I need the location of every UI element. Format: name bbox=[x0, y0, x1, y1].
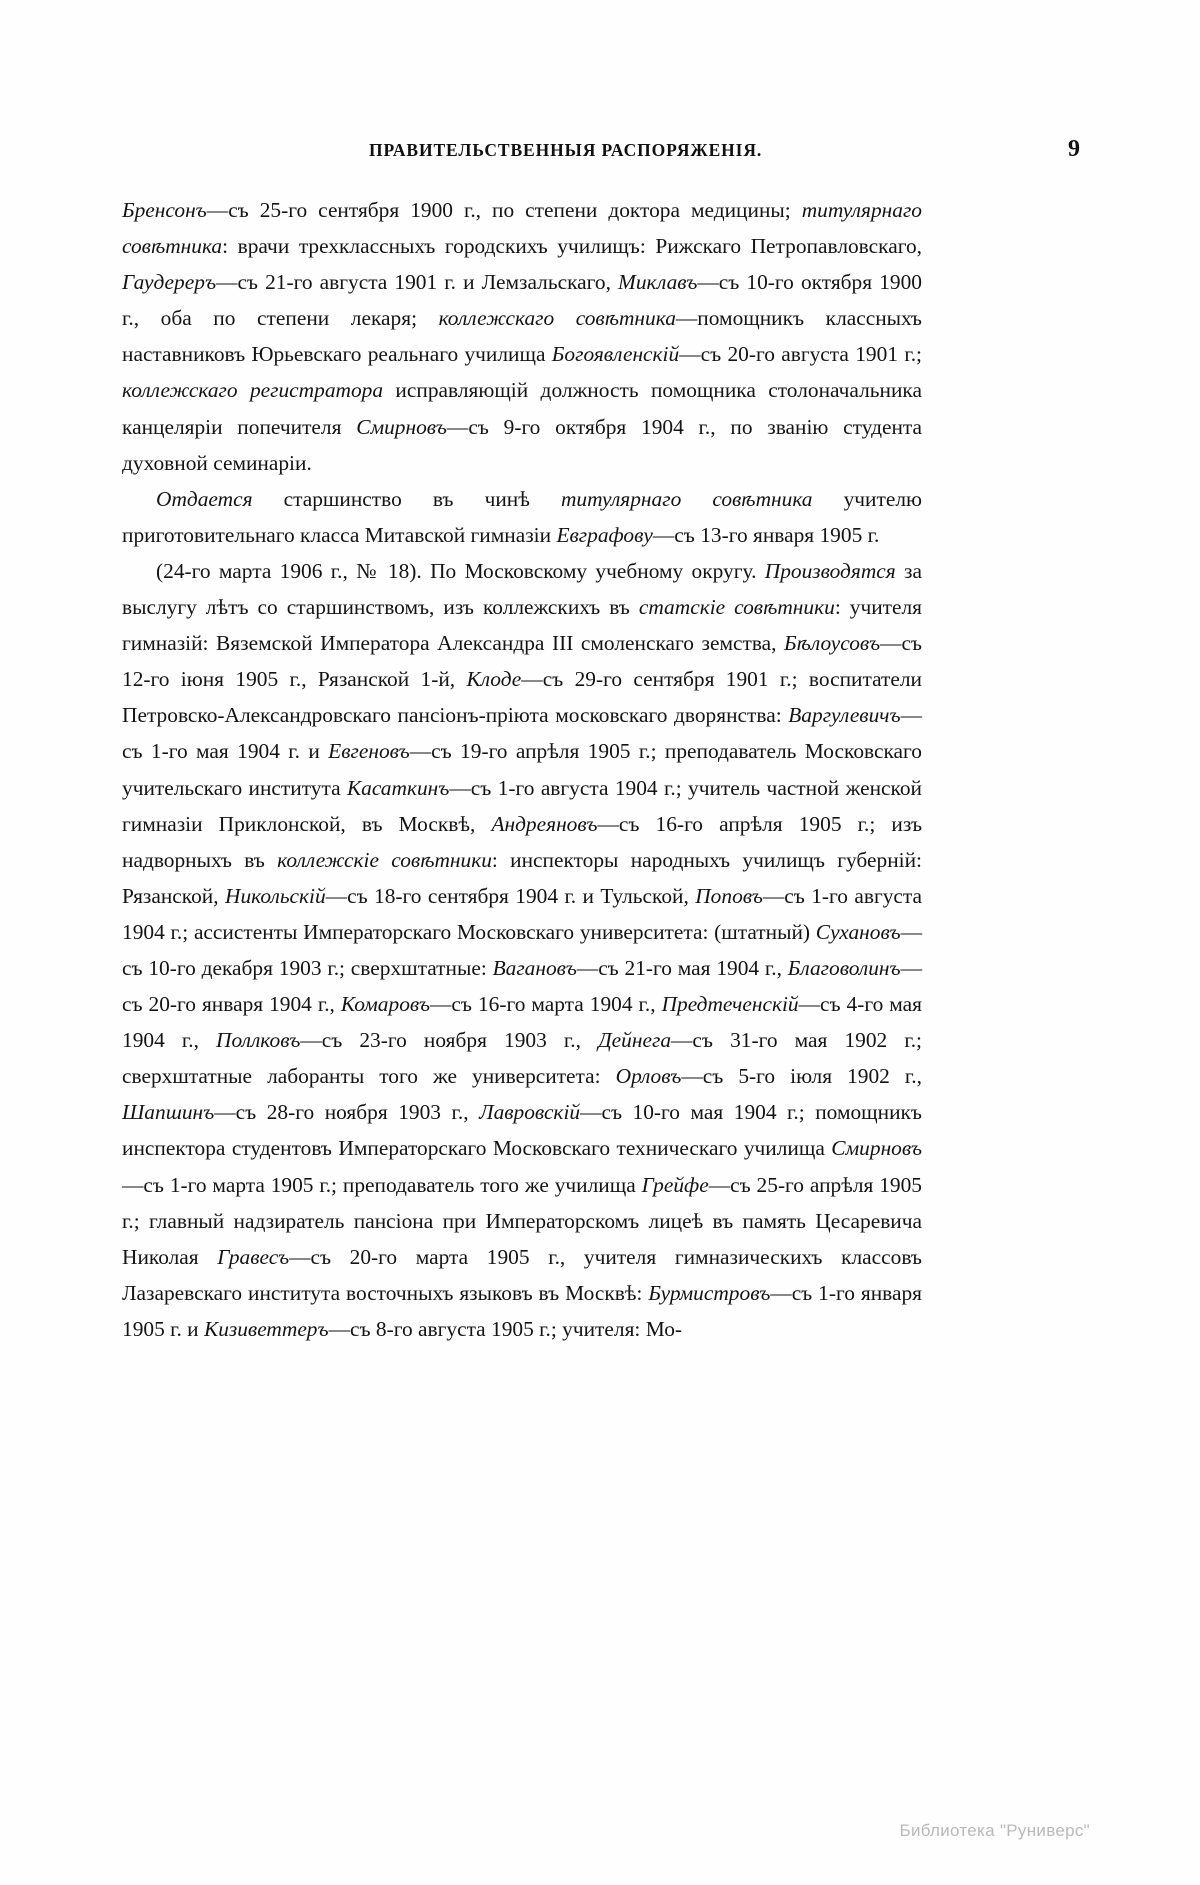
emphasis-name: Евграфову bbox=[556, 522, 653, 547]
emphasis-name: Смирновъ bbox=[831, 1136, 922, 1161]
emphasis-name: Поллковъ bbox=[216, 1028, 301, 1053]
text-run: учителю приготовительнаго класса Митавской гимназіи bbox=[122, 486, 922, 547]
text-run: старшинство въ чинѣ bbox=[252, 486, 561, 511]
page-body bbox=[122, 192, 922, 1347]
text-run: —съ 25-го сентября 1900 г., по степени доктора медицины; bbox=[206, 198, 802, 222]
text-run: —съ 4-го мая 1904 г., bbox=[122, 992, 922, 1053]
emphasis-name: Варгулевичъ bbox=[788, 703, 901, 728]
text-run: —помощникъ классныхъ наставниковъ Юрьевскаго реальнаго училища bbox=[122, 306, 922, 367]
emphasis-name: Касаткинъ bbox=[346, 775, 450, 800]
emphasis-name: Миклавъ bbox=[618, 270, 698, 295]
emphasis-name: Бурмистровъ bbox=[648, 1280, 771, 1305]
emphasis-name: Предтеченскій bbox=[661, 992, 799, 1017]
text-run: —съ 25-го апрѣля 1905 г.; главный надзиратель пансіона при Императорскомъ лицеѣ въ память Цесаревича Николая bbox=[122, 1172, 922, 1269]
text-run: —съ 1-го января 1905 г. и bbox=[122, 1280, 922, 1341]
text-run: —съ 20-го марта 1905 г., учителя гимназическихъ классовъ Лазаревскаго института восточныхъ языковъ въ Москвѣ: bbox=[122, 1244, 922, 1305]
text-run: —съ 18-го сентября 1904 г. и Тульской, bbox=[325, 883, 696, 908]
emphasis-name: Смирновъ bbox=[356, 414, 447, 439]
emphasis-name: Никольскій bbox=[225, 883, 326, 908]
emphasis-name: Шапшинъ bbox=[122, 1100, 215, 1125]
emphasis-name: титулярнаго совѣтника bbox=[122, 198, 922, 259]
emphasis-name: Евгеновъ bbox=[328, 739, 410, 764]
text-run: —съ 16-го апрѣля 1905 г.; изъ надворныхъ въ bbox=[122, 811, 923, 872]
text-run: : учителя гимназій: Вяземской Императора Александра III смоленскаго земства, bbox=[122, 595, 923, 656]
text-run: : инспекторы народныхъ училищъ губерній: Рязанской, bbox=[122, 847, 922, 908]
emphasis-name: Гаудереръ bbox=[122, 270, 217, 295]
text-run: —съ 1-го мая 1904 г. и bbox=[122, 703, 922, 764]
text-run: —съ 10-го октября 1900 г., оба по степени лекаря; bbox=[122, 270, 922, 331]
emphasis-name: Лавровскій bbox=[479, 1100, 581, 1125]
emphasis-name: Андреяновъ bbox=[491, 811, 598, 836]
emphasis-name: Клоде bbox=[466, 667, 522, 692]
page-header bbox=[120, 136, 1080, 170]
text-run: —съ 21-го мая 1904 г., bbox=[576, 955, 788, 980]
emphasis-name: Поповъ bbox=[695, 883, 763, 908]
paragraph-p3 bbox=[122, 553, 922, 1347]
emphasis-name: Гравесъ bbox=[217, 1244, 290, 1269]
text-run: —съ 28-го ноября 1903 г., bbox=[214, 1100, 480, 1125]
emphasis-name: коллежскаго совѣтника bbox=[438, 306, 676, 331]
text-run: —съ 10-го декабря 1903 г.; сверхштатные: bbox=[122, 919, 922, 980]
emphasis-name: Сухановъ bbox=[815, 919, 901, 944]
text-run: —съ 1-го марта 1905 г.; преподаватель того же училища bbox=[122, 1172, 642, 1197]
text-run: исправляющій должность помощника столоначальника канцеляріи попечителя bbox=[122, 378, 922, 439]
emphasis-name: коллежскаго регистратора bbox=[122, 378, 384, 403]
emphasis-name: Дейнега bbox=[598, 1028, 672, 1053]
emphasis-name: Отдается bbox=[156, 486, 253, 511]
text-run: —съ 1-го августа 1904 г.; учитель частной женской гимназіи Приклонской, въ Москвѣ, bbox=[122, 775, 922, 836]
text-run: —съ 19-го апрѣля 1905 г.; преподаватель Московскаго учительскаго института bbox=[122, 739, 922, 800]
text-run: —съ 13-го января 1905 г. bbox=[652, 522, 880, 547]
emphasis-name: Бренсонъ bbox=[122, 198, 207, 222]
page-number: 9 bbox=[1068, 136, 1080, 162]
text-run: —съ 1-го августа 1904 г.; ассистенты Императорскаго Московскаго университета: (штатный) bbox=[122, 883, 923, 944]
text-run: —съ 29-го сентября 1901 г.; воспитатели Петровско-Александровскаго пансіонъ-пріюта московскаго дворянства: bbox=[122, 667, 923, 728]
text-run: —съ 23-го ноября 1903 г., bbox=[300, 1028, 599, 1053]
emphasis-name: Бѣлоусовъ bbox=[784, 631, 881, 656]
text-run: (24-го марта 1906 г., № 18). По Московскому учебному округу. bbox=[156, 558, 765, 583]
paragraph-p2 bbox=[122, 481, 922, 553]
emphasis-name: статскіе совѣтники bbox=[638, 595, 835, 620]
emphasis-name: Производятся bbox=[764, 558, 896, 583]
emphasis-name: коллежскіе совѣтники bbox=[277, 847, 492, 872]
text-run: —съ 8-го августа 1905 г.; учителя: Мо- bbox=[328, 1316, 683, 1341]
text-run: —съ 12-го іюня 1905 г., Рязанской 1-й, bbox=[122, 631, 922, 692]
text-run: —съ 20-го августа 1901 г.; bbox=[679, 342, 922, 367]
paragraph-p1 bbox=[122, 192, 922, 481]
text-run: —съ 5-го іюля 1902 г., bbox=[681, 1064, 922, 1089]
emphasis-name: Богоявленскій bbox=[551, 342, 680, 367]
emphasis-name: Кизиветтеръ bbox=[203, 1316, 329, 1341]
text-run: —съ 16-го марта 1904 г., bbox=[430, 992, 662, 1017]
text-run: —съ 10-го мая 1904 г.; помощникъ инспектора студентовъ Императорскаго Московскаго техническаго училища bbox=[122, 1100, 922, 1161]
emphasis-name: титулярнаго совѣтника bbox=[560, 486, 813, 511]
text-run: —съ 21-го августа 1901 г. и Лемзальскаго, bbox=[216, 270, 619, 295]
running-head: ПРАВИТЕЛЬСТВЕННЫЯ РАСПОРЯЖЕНІЯ. bbox=[369, 140, 763, 160]
emphasis-name: Комаровъ bbox=[340, 992, 431, 1017]
emphasis-name: Орловъ bbox=[615, 1064, 682, 1089]
text-run: —съ 20-го января 1904 г., bbox=[122, 955, 922, 1017]
text-run: : врачи трехклассныхъ городскихъ училищъ: Рижскаго Петропавловскаго, bbox=[222, 234, 922, 259]
text-run: за выслугу лѣтъ со старшинствомъ, изъ коллежскихъ въ bbox=[122, 558, 922, 620]
text-run: —съ 31-го мая 1902 г.; сверхштатные лаборанты того же университета: bbox=[122, 1028, 922, 1089]
library-watermark: Библиотека "Руниверс" bbox=[899, 1821, 1090, 1840]
emphasis-name: Грейфе bbox=[641, 1172, 709, 1197]
text-run: —съ 9-го октября 1904 г., по званію студента духовной семинаріи. bbox=[122, 414, 922, 475]
emphasis-name: Благоволинъ bbox=[787, 955, 901, 980]
emphasis-name: Вагановъ bbox=[492, 955, 577, 980]
